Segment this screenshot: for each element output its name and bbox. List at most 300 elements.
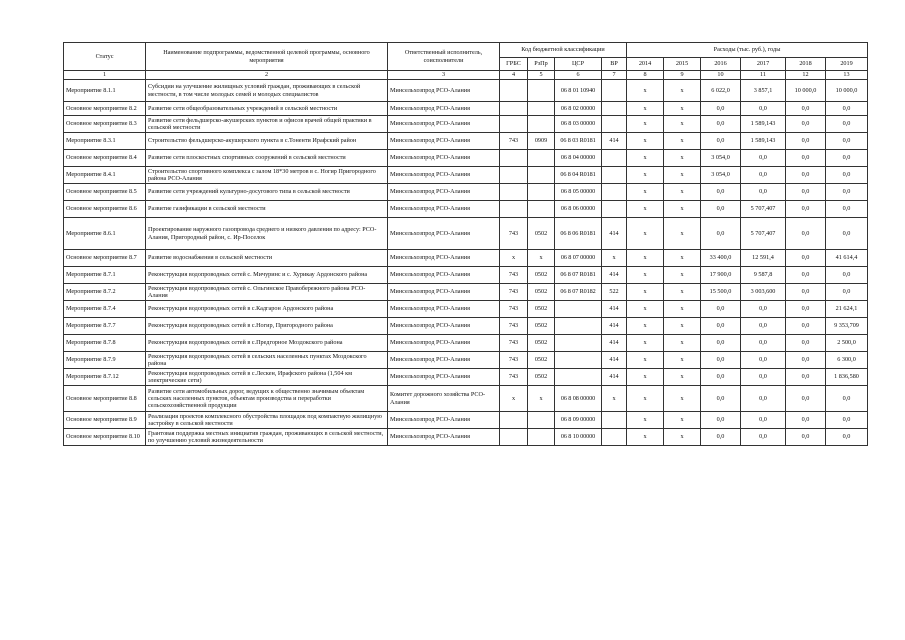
row-status: Мероприятие 8.7.7	[64, 318, 146, 335]
row-status: Основное мероприятие 8.2	[64, 102, 146, 116]
row-value-2016: 0,0	[701, 116, 741, 133]
row-csr: 06 8 10 00000	[555, 429, 602, 446]
row-value-2014: х	[627, 133, 664, 150]
row-value-2015: х	[664, 301, 701, 318]
row-value-2014: х	[627, 201, 664, 218]
grbs-header: ГРБС	[500, 58, 528, 71]
year-header-2019: 2019	[826, 58, 868, 71]
row-executor: Минсельхозпрод РСО-Алания	[388, 102, 500, 116]
row-csr	[555, 369, 602, 386]
row-vr: 414	[602, 335, 627, 352]
row-status: Основное мероприятие 8.8	[64, 386, 146, 412]
row-status: Основное мероприятие 8.4	[64, 150, 146, 167]
row-value-2015: х	[664, 318, 701, 335]
row-value-2016: 0,0	[701, 133, 741, 150]
row-executor: Минсельхозпрод РСО-Алания	[388, 116, 500, 133]
table-row	[64, 218, 868, 250]
row-value-2018: 0,0	[786, 386, 826, 412]
row-grbs: 743	[500, 284, 528, 301]
row-value-2019: 0,0	[826, 167, 868, 184]
row-name: Реконструкция водопроводных сетей в сельских населенных пунктах Моздокского района	[146, 352, 388, 369]
row-value-2019: 1 836,580	[826, 369, 868, 386]
row-grbs	[500, 412, 528, 429]
row-csr: 06 8 06 R0181	[555, 218, 602, 250]
row-value-2016: 0,0	[701, 301, 741, 318]
row-rzpr	[528, 150, 555, 167]
table-row	[64, 318, 868, 335]
row-value-2018: 0,0	[786, 116, 826, 133]
row-status: Основное мероприятие 8.6	[64, 201, 146, 218]
row-grbs	[500, 167, 528, 184]
row-csr: 06 8 08 00000	[555, 386, 602, 412]
row-value-2019: 0,0	[826, 184, 868, 201]
row-value-2018: 0,0	[786, 318, 826, 335]
row-value-2015: х	[664, 150, 701, 167]
row-value-2017: 0,0	[741, 102, 786, 116]
row-value-2016: 0,0	[701, 201, 741, 218]
row-vr	[602, 201, 627, 218]
row-value-2019: 0,0	[826, 201, 868, 218]
row-value-2018: 10 000,0	[786, 80, 826, 102]
budget-class-header: Код бюджетной классификации	[500, 43, 627, 58]
row-csr	[555, 352, 602, 369]
col-number: 3	[388, 71, 500, 80]
row-name: Развитие водоснабжения в сельской местности	[146, 250, 388, 267]
row-executor: Минсельхозпрод РСО-Алания	[388, 369, 500, 386]
row-value-2019: 0,0	[826, 267, 868, 284]
row-value-2016: 3 054,0	[701, 167, 741, 184]
row-value-2018: 0,0	[786, 167, 826, 184]
col-number: 8	[627, 71, 664, 80]
row-name: Развитие сети фельдшерско-акушерских пунктов и офисов врачей общей практики в сельской местности	[146, 116, 388, 133]
expenses-header: Расходы (тыс. руб.), годы	[627, 43, 868, 58]
row-grbs	[500, 429, 528, 446]
column-numbers-row	[64, 71, 868, 80]
row-grbs	[500, 102, 528, 116]
row-grbs: 743	[500, 301, 528, 318]
table-row	[64, 133, 868, 150]
row-grbs: 743	[500, 335, 528, 352]
table-row	[64, 116, 868, 133]
col-number: 12	[786, 71, 826, 80]
row-name: Развитие сети автомобильных дорог, ведущих к общественно значимым объектам сельских населенных пунктов, объектам производства и переработки сельскохозяйственной продукции	[146, 386, 388, 412]
row-vr	[602, 412, 627, 429]
table-row	[64, 184, 868, 201]
row-vr: х	[602, 250, 627, 267]
row-name: Реконструкция водопроводных сетей в с.Кадгарон Ардонского района	[146, 301, 388, 318]
table-row	[64, 102, 868, 116]
row-csr: 06 8 09 00000	[555, 412, 602, 429]
row-value-2015: х	[664, 352, 701, 369]
row-value-2017: 3 003,600	[741, 284, 786, 301]
row-status: Мероприятие 8.4.1	[64, 167, 146, 184]
row-value-2014: х	[627, 250, 664, 267]
row-value-2014: х	[627, 218, 664, 250]
row-grbs	[500, 116, 528, 133]
col-number: 6	[555, 71, 602, 80]
row-name: Развитие сети общеобразовательных учреждений в сельской местности	[146, 102, 388, 116]
row-vr	[602, 184, 627, 201]
row-value-2014: х	[627, 318, 664, 335]
row-csr: 06 8 07 R0182	[555, 284, 602, 301]
row-value-2018: 0,0	[786, 201, 826, 218]
row-executor: Минсельхозпрод РСО-Алания	[388, 80, 500, 102]
row-rzpr: х	[528, 250, 555, 267]
row-executor: Комитет дорожного хозяйства РСО-Алания	[388, 386, 500, 412]
row-vr	[602, 116, 627, 133]
row-value-2018: 0,0	[786, 133, 826, 150]
row-value-2019: 0,0	[826, 150, 868, 167]
row-value-2015: х	[664, 335, 701, 352]
row-value-2017: 1 589,143	[741, 133, 786, 150]
row-value-2019: 2 500,0	[826, 335, 868, 352]
row-grbs: 743	[500, 352, 528, 369]
row-value-2017: 9 587,8	[741, 267, 786, 284]
row-value-2017: 0,0	[741, 429, 786, 446]
row-value-2014: х	[627, 369, 664, 386]
row-grbs: 743	[500, 318, 528, 335]
row-value-2014: х	[627, 184, 664, 201]
row-value-2015: х	[664, 218, 701, 250]
table-row	[64, 335, 868, 352]
row-rzpr: 0502	[528, 352, 555, 369]
row-value-2018: 0,0	[786, 250, 826, 267]
row-value-2018: 0,0	[786, 102, 826, 116]
row-value-2017: 5 707,407	[741, 218, 786, 250]
row-value-2016: 0,0	[701, 318, 741, 335]
row-rzpr	[528, 80, 555, 102]
row-vr: х	[602, 386, 627, 412]
row-csr	[555, 301, 602, 318]
row-csr: 06 8 04 R0181	[555, 167, 602, 184]
row-status: Мероприятие 8.7.2	[64, 284, 146, 301]
row-value-2017: 12 591,4	[741, 250, 786, 267]
row-value-2016: 3 054,0	[701, 150, 741, 167]
row-value-2019: 0,0	[826, 102, 868, 116]
row-value-2015: х	[664, 201, 701, 218]
row-value-2016: 0,0	[701, 184, 741, 201]
col-number: 5	[528, 71, 555, 80]
row-value-2016: 33 400,0	[701, 250, 741, 267]
row-value-2014: х	[627, 102, 664, 116]
row-rzpr	[528, 429, 555, 446]
row-value-2015: х	[664, 386, 701, 412]
row-executor: Минсельхозпрод РСО-Алания	[388, 201, 500, 218]
row-csr: 06 8 07 00000	[555, 250, 602, 267]
row-vr	[602, 80, 627, 102]
row-value-2019: 0,0	[826, 386, 868, 412]
row-value-2014: х	[627, 352, 664, 369]
row-status: Мероприятие 8.7.1	[64, 267, 146, 284]
row-grbs: 743	[500, 218, 528, 250]
row-rzpr: 0502	[528, 267, 555, 284]
table-row	[64, 250, 868, 267]
row-name: Развитие газификации в сельской местности	[146, 201, 388, 218]
row-value-2019: 0,0	[826, 429, 868, 446]
row-grbs	[500, 150, 528, 167]
row-value-2019: 6 300,0	[826, 352, 868, 369]
row-grbs: 743	[500, 267, 528, 284]
row-vr: 414	[602, 318, 627, 335]
expenses-table	[63, 42, 868, 446]
row-value-2018: 0,0	[786, 284, 826, 301]
row-csr: 06 8 03 R0181	[555, 133, 602, 150]
name-header: Наименование подпрограммы, ведомственной целевой программы, основного мероприятия	[146, 43, 388, 71]
row-name: Развитие сети плоскостных спортивных сооружений в сельской местности	[146, 150, 388, 167]
row-value-2017: 0,0	[741, 352, 786, 369]
row-rzpr	[528, 102, 555, 116]
row-rzpr: 0502	[528, 284, 555, 301]
row-rzpr: х	[528, 386, 555, 412]
table-row	[64, 386, 868, 412]
row-value-2016: 0,0	[701, 386, 741, 412]
row-value-2017: 0,0	[741, 301, 786, 318]
row-value-2016: 0,0	[701, 352, 741, 369]
row-vr	[602, 429, 627, 446]
row-csr: 06 8 02 00000	[555, 102, 602, 116]
row-executor: Минсельхозпрод РСО-Алания	[388, 412, 500, 429]
row-value-2017: 0,0	[741, 412, 786, 429]
row-value-2019: 0,0	[826, 284, 868, 301]
row-value-2019: 41 614,4	[826, 250, 868, 267]
row-value-2019: 0,0	[826, 133, 868, 150]
row-value-2014: х	[627, 301, 664, 318]
row-executor: Минсельхозпрод РСО-Алания	[388, 335, 500, 352]
row-value-2014: х	[627, 116, 664, 133]
row-grbs: 743	[500, 369, 528, 386]
row-value-2019: 9 353,709	[826, 318, 868, 335]
row-name: Реконструкция водопроводных сетей в с.Ногир, Пригородного района	[146, 318, 388, 335]
row-rzpr: 0502	[528, 218, 555, 250]
row-value-2015: х	[664, 284, 701, 301]
row-value-2014: х	[627, 284, 664, 301]
row-value-2015: х	[664, 429, 701, 446]
row-value-2018: 0,0	[786, 184, 826, 201]
year-header-2014: 2014	[627, 58, 664, 71]
row-value-2016: 17 900,0	[701, 267, 741, 284]
row-value-2016: 0,0	[701, 429, 741, 446]
row-value-2018: 0,0	[786, 352, 826, 369]
row-csr	[555, 335, 602, 352]
row-value-2018: 0,0	[786, 218, 826, 250]
row-rzpr: 0502	[528, 301, 555, 318]
table-row	[64, 284, 868, 301]
row-grbs	[500, 184, 528, 201]
row-value-2014: х	[627, 167, 664, 184]
row-value-2016: 0,0	[701, 412, 741, 429]
row-vr: 414	[602, 218, 627, 250]
row-vr: 414	[602, 267, 627, 284]
row-value-2016: 15 500,0	[701, 284, 741, 301]
rzpr-header: РзПр	[528, 58, 555, 71]
row-name: Проектирование наружного газопровода среднего и низкого давления по адресу: РСО-Алания, Пригородный район, с. Ир-Поселок	[146, 218, 388, 250]
row-vr: 414	[602, 301, 627, 318]
table-row	[64, 412, 868, 429]
table-row	[64, 301, 868, 318]
row-grbs: 743	[500, 133, 528, 150]
row-value-2017: 0,0	[741, 318, 786, 335]
row-executor: Минсельхозпрод РСО-Алания	[388, 167, 500, 184]
row-value-2015: х	[664, 133, 701, 150]
row-executor: Минсельхозпрод РСО-Алания	[388, 318, 500, 335]
row-csr: 06 8 03 00000	[555, 116, 602, 133]
row-rzpr	[528, 201, 555, 218]
row-executor: Минсельхозпрод РСО-Алания	[388, 218, 500, 250]
row-name: Строительство спортивного комплекса с залом 18*30 метров в с. Ногир Пригородного района РСО-Алания	[146, 167, 388, 184]
row-name: Строительство фельдшерско-акушерского пункта в с.Тоненти Ирафский район	[146, 133, 388, 150]
row-value-2016: 0,0	[701, 218, 741, 250]
row-csr: 06 8 04 00000	[555, 150, 602, 167]
status-header: Статус	[64, 43, 146, 71]
table-body	[64, 80, 868, 446]
row-value-2016: 6 022,0	[701, 80, 741, 102]
row-rzpr: 0909	[528, 133, 555, 150]
row-value-2016: 0,0	[701, 369, 741, 386]
row-value-2016: 0,0	[701, 102, 741, 116]
row-grbs	[500, 80, 528, 102]
row-csr: 06 8 06 00000	[555, 201, 602, 218]
row-value-2015: х	[664, 369, 701, 386]
row-executor: Минсельхозпрод РСО-Алания	[388, 150, 500, 167]
table-row	[64, 167, 868, 184]
row-value-2015: х	[664, 167, 701, 184]
row-status: Основное мероприятие 8.7	[64, 250, 146, 267]
row-grbs	[500, 201, 528, 218]
row-value-2019: 0,0	[826, 218, 868, 250]
row-value-2014: х	[627, 80, 664, 102]
row-csr	[555, 318, 602, 335]
row-value-2014: х	[627, 267, 664, 284]
row-rzpr	[528, 167, 555, 184]
row-executor: Минсельхозпрод РСО-Алания	[388, 301, 500, 318]
row-value-2017: 0,0	[741, 184, 786, 201]
row-value-2017: 0,0	[741, 386, 786, 412]
col-number: 9	[664, 71, 701, 80]
row-executor: Минсельхозпрод РСО-Алания	[388, 267, 500, 284]
row-status: Мероприятие 8.7.9	[64, 352, 146, 369]
row-vr	[602, 167, 627, 184]
row-vr	[602, 150, 627, 167]
row-value-2017: 0,0	[741, 369, 786, 386]
row-value-2014: х	[627, 386, 664, 412]
col-number: 2	[146, 71, 388, 80]
row-value-2015: х	[664, 267, 701, 284]
row-status: Основное мероприятие 8.10	[64, 429, 146, 446]
row-name: Реализация проектов комплексного обустройства площадок под компактную жилищную застройку в сельской местности	[146, 412, 388, 429]
row-value-2019: 10 000,0	[826, 80, 868, 102]
row-value-2018: 0,0	[786, 369, 826, 386]
row-status: Мероприятие 8.7.4	[64, 301, 146, 318]
row-value-2018: 0,0	[786, 429, 826, 446]
table-row	[64, 429, 868, 446]
row-vr: 414	[602, 133, 627, 150]
row-rzpr: 0502	[528, 369, 555, 386]
row-value-2014: х	[627, 412, 664, 429]
col-number: 11	[741, 71, 786, 80]
row-executor: Минсельхозпрод РСО-Алания	[388, 184, 500, 201]
row-status: Основное мероприятие 8.3	[64, 116, 146, 133]
row-value-2014: х	[627, 429, 664, 446]
row-executor: Минсельхозпрод РСО-Алания	[388, 352, 500, 369]
row-executor: Минсельхозпрод РСО-Алания	[388, 429, 500, 446]
row-vr: 414	[602, 352, 627, 369]
row-status: Основное мероприятие 8.9	[64, 412, 146, 429]
row-value-2017: 1 589,143	[741, 116, 786, 133]
year-header-2016: 2016	[701, 58, 741, 71]
row-value-2017: 5 707,407	[741, 201, 786, 218]
row-value-2018: 0,0	[786, 412, 826, 429]
table-row	[64, 201, 868, 218]
row-executor: Минсельхозпрод РСО-Алания	[388, 133, 500, 150]
year-header-2015: 2015	[664, 58, 701, 71]
csr-header: ЦСР	[555, 58, 602, 71]
row-rzpr	[528, 116, 555, 133]
row-value-2015: х	[664, 412, 701, 429]
row-value-2017: 0,0	[741, 167, 786, 184]
row-value-2014: х	[627, 335, 664, 352]
row-vr	[602, 102, 627, 116]
row-rzpr	[528, 184, 555, 201]
col-number: 1	[64, 71, 146, 80]
row-csr: 06 8 05 00000	[555, 184, 602, 201]
table-row	[64, 80, 868, 102]
row-value-2018: 0,0	[786, 301, 826, 318]
row-vr: 522	[602, 284, 627, 301]
row-value-2017: 3 857,1	[741, 80, 786, 102]
row-status: Мероприятие 8.6.1	[64, 218, 146, 250]
col-number: 7	[602, 71, 627, 80]
row-rzpr	[528, 412, 555, 429]
row-value-2015: х	[664, 250, 701, 267]
row-value-2018: 0,0	[786, 150, 826, 167]
row-value-2014: х	[627, 150, 664, 167]
row-name: Субсидии на улучшение жилищных условий граждан, проживающих в сельской местности, в том числе молодых семей и молодых специалистов	[146, 80, 388, 102]
row-executor: Минсельхозпрод РСО-Алания	[388, 284, 500, 301]
row-name: Реконструкция водопроводных сетей с. Ольгинское Правобережного района РСО-Алания	[146, 284, 388, 301]
row-status: Основное мероприятие 8.5	[64, 184, 146, 201]
row-status: Мероприятие 8.1.1	[64, 80, 146, 102]
table-row	[64, 369, 868, 386]
row-name: Реконструкция водопроводных сетей в с.Лескен, Ирафского района (1,504 км электрические сети)	[146, 369, 388, 386]
row-value-2015: х	[664, 102, 701, 116]
row-value-2018: 0,0	[786, 267, 826, 284]
table-row	[64, 150, 868, 167]
row-name: Реконструкция водопроводных сетей в с.Предгорное Моздокского района	[146, 335, 388, 352]
vr-header: ВР	[602, 58, 627, 71]
row-grbs: х	[500, 386, 528, 412]
row-name: Грантовая поддержка местных инициатив граждан, проживающих в сельской местности, по улучшению условий жизнедеятельности	[146, 429, 388, 446]
col-number: 13	[826, 71, 868, 80]
row-value-2019: 21 624,1	[826, 301, 868, 318]
row-value-2017: 0,0	[741, 335, 786, 352]
row-rzpr: 0502	[528, 335, 555, 352]
table-row	[64, 267, 868, 284]
table-row	[64, 352, 868, 369]
row-executor: Минсельхозпрод РСО-Алания	[388, 250, 500, 267]
row-status: Мероприятие 8.7.12	[64, 369, 146, 386]
row-value-2018: 0,0	[786, 335, 826, 352]
col-number: 10	[701, 71, 741, 80]
row-csr: 06 8 01 10940	[555, 80, 602, 102]
row-value-2019: 0,0	[826, 116, 868, 133]
row-value-2015: х	[664, 80, 701, 102]
row-value-2017: 0,0	[741, 150, 786, 167]
col-number: 4	[500, 71, 528, 80]
row-value-2019: 0,0	[826, 412, 868, 429]
row-vr: 414	[602, 369, 627, 386]
row-value-2015: х	[664, 184, 701, 201]
row-value-2015: х	[664, 116, 701, 133]
